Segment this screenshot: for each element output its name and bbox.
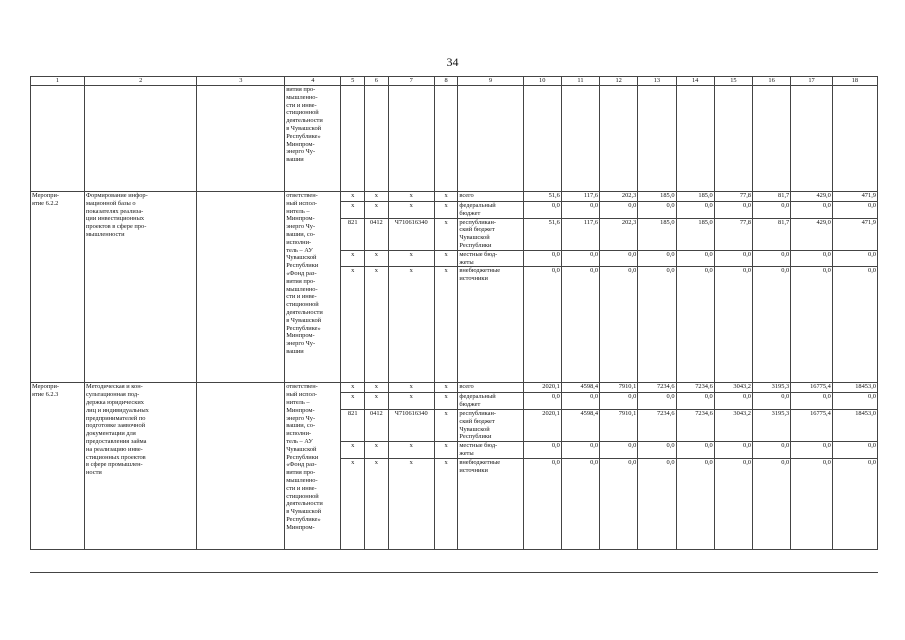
expense-type-cell: х bbox=[434, 409, 458, 441]
funding-source-cell: местные бюд- жеты bbox=[458, 442, 523, 459]
empty-cell bbox=[458, 86, 523, 192]
amount-cell: 2020,1 bbox=[523, 383, 561, 393]
funding-source-cell: республикан- ский бюджет Чувашской Республики bbox=[458, 409, 523, 441]
amount-cell: 0,0 bbox=[832, 442, 877, 459]
column-number: 11 bbox=[561, 77, 599, 86]
amount-cell: 7234,6 bbox=[638, 383, 676, 393]
empty-cell bbox=[676, 86, 714, 192]
amount-cell: 117,6 bbox=[561, 218, 599, 250]
amount-cell: 0,0 bbox=[676, 458, 714, 549]
amount-cell: 0,0 bbox=[714, 202, 752, 219]
amount-cell: 185,0 bbox=[638, 192, 676, 202]
expense-type-cell: х bbox=[434, 218, 458, 250]
executor-cell: ответствен- ный испол- нитель – Минпром- энерго Чу- вашии, со- исполни- тель – АУ Чувашской Республики «Фонд раз- вития про- мышленно- сти и инве- стиционной деятельности в Чувашской Республике» Минпром- энерго Чу- вашии bbox=[285, 192, 341, 383]
amount-cell: 0,0 bbox=[714, 458, 752, 549]
empty-cell bbox=[341, 86, 365, 192]
expense-type-cell: х bbox=[434, 393, 458, 410]
target-item-cell: х bbox=[388, 267, 434, 383]
grbs-code-cell: х bbox=[341, 192, 365, 202]
amount-cell: 0,0 bbox=[600, 458, 638, 549]
amount-cell: 0,0 bbox=[791, 267, 833, 383]
amount-cell: 471,9 bbox=[832, 192, 877, 202]
grbs-code-cell: х bbox=[341, 393, 365, 410]
empty-cell bbox=[753, 86, 791, 192]
section-code-cell: х bbox=[365, 383, 389, 393]
amount-cell: 0,0 bbox=[676, 393, 714, 410]
section-code-cell: х bbox=[365, 192, 389, 202]
amount-cell: 51,6 bbox=[523, 218, 561, 250]
continuation-row bbox=[31, 86, 878, 192]
expense-type-cell: х bbox=[434, 458, 458, 549]
amount-cell: 0,0 bbox=[638, 250, 676, 267]
amount-cell: 7234,6 bbox=[638, 409, 676, 441]
empty-cell bbox=[561, 86, 599, 192]
amount-cell: 51,6 bbox=[523, 192, 561, 202]
amount-cell: 0,0 bbox=[791, 442, 833, 459]
amount-cell: 0,0 bbox=[753, 202, 791, 219]
amount-cell: 0,0 bbox=[561, 250, 599, 267]
amount-cell: 0,0 bbox=[523, 458, 561, 549]
expense-type-cell: х bbox=[434, 442, 458, 459]
empty-cell bbox=[365, 86, 389, 192]
amount-cell: 0,0 bbox=[523, 393, 561, 410]
column-number: 1 bbox=[31, 77, 85, 86]
column-number: 6 bbox=[365, 77, 389, 86]
section-code-cell: х bbox=[365, 250, 389, 267]
amount-cell: 471,9 bbox=[832, 218, 877, 250]
amount-cell: 16775,4 bbox=[791, 383, 833, 393]
amount-cell: 429,0 bbox=[791, 192, 833, 202]
executor-cell: ответствен- ный испол- нитель – Минпром- энерго Чу- вашии, со- исполни- тель – АУ Чувашской Республики «Фонд раз- вития про- мышленно- сти и инве- стиционной деятельности в Чувашской Республике» Минпром- bbox=[285, 383, 341, 549]
target-item-cell: Ч710616340 bbox=[388, 218, 434, 250]
amount-cell: 0,0 bbox=[714, 442, 752, 459]
target-item-cell: х bbox=[388, 442, 434, 459]
funding-source-cell: внебюджетные источники bbox=[458, 458, 523, 549]
funding-source-cell: внебюджетные источники bbox=[458, 267, 523, 383]
amount-cell: 18453,0 bbox=[832, 409, 877, 441]
column-number: 10 bbox=[523, 77, 561, 86]
event-number-cell: Меропри- ятие 6.2.2 bbox=[31, 192, 85, 383]
amount-cell: 0,0 bbox=[791, 458, 833, 549]
amount-cell: 7910,1 bbox=[600, 409, 638, 441]
target-item-cell: Ч710616340 bbox=[388, 409, 434, 441]
amount-cell: 0,0 bbox=[561, 267, 599, 383]
amount-cell: 81,7 bbox=[753, 218, 791, 250]
amount-cell: 0,0 bbox=[638, 202, 676, 219]
section-code-cell: х bbox=[365, 458, 389, 549]
expense-type-cell: х bbox=[434, 383, 458, 393]
empty-cell bbox=[714, 86, 752, 192]
funding-source-cell: республикан- ский бюджет Чувашской Республики bbox=[458, 218, 523, 250]
amount-cell: 4598,4 bbox=[561, 409, 599, 441]
amount-cell: 0,0 bbox=[753, 250, 791, 267]
target-item-cell: х bbox=[388, 250, 434, 267]
empty-cell bbox=[31, 86, 85, 192]
participant-cell bbox=[197, 192, 285, 383]
column-number: 17 bbox=[791, 77, 833, 86]
amount-cell: 0,0 bbox=[832, 250, 877, 267]
column-number: 5 bbox=[341, 77, 365, 86]
executor-cell: вития про- мышленно- сти и инве- стиционной деятельности в Чувашской Республике» Минпром- энерго Чу- вашии bbox=[285, 86, 341, 192]
grbs-code-cell: х bbox=[341, 202, 365, 219]
target-item-cell: х bbox=[388, 383, 434, 393]
amount-cell: 0,0 bbox=[600, 250, 638, 267]
column-number: 2 bbox=[84, 77, 196, 86]
amount-cell: 0,0 bbox=[791, 202, 833, 219]
funding-source-cell: федеральный бюджет bbox=[458, 393, 523, 410]
grbs-code-cell: х bbox=[341, 458, 365, 549]
amount-cell: 0,0 bbox=[600, 267, 638, 383]
empty-cell bbox=[84, 86, 196, 192]
amount-cell: 117,6 bbox=[561, 192, 599, 202]
target-item-cell: х bbox=[388, 192, 434, 202]
table-row bbox=[31, 383, 878, 393]
empty-cell bbox=[388, 86, 434, 192]
amount-cell: 0,0 bbox=[791, 393, 833, 410]
column-number: 12 bbox=[600, 77, 638, 86]
amount-cell: 2020,1 bbox=[523, 409, 561, 441]
amount-cell: 0,0 bbox=[523, 202, 561, 219]
empty-cell bbox=[523, 86, 561, 192]
expense-type-cell: х bbox=[434, 250, 458, 267]
amount-cell: 0,0 bbox=[832, 393, 877, 410]
amount-cell: 0,0 bbox=[753, 267, 791, 383]
grbs-code-cell: х bbox=[341, 383, 365, 393]
event-name-cell: Формирование инфор- мационной базы о показателях реализа- ции инвестиционных проектов в сфере про- мышленности bbox=[84, 192, 196, 383]
amount-cell: 0,0 bbox=[832, 267, 877, 383]
table-body bbox=[31, 77, 878, 550]
amount-cell: 77,8 bbox=[714, 192, 752, 202]
column-number: 18 bbox=[832, 77, 877, 86]
column-number: 9 bbox=[458, 77, 523, 86]
expense-type-cell: х bbox=[434, 267, 458, 383]
amount-cell: 0,0 bbox=[523, 267, 561, 383]
amount-cell: 3195,3 bbox=[753, 409, 791, 441]
amount-cell: 0,0 bbox=[714, 393, 752, 410]
amount-cell: 0,0 bbox=[753, 458, 791, 549]
section-code-cell: 0412 bbox=[365, 409, 389, 441]
target-item-cell: х bbox=[388, 393, 434, 410]
amount-cell: 185,0 bbox=[676, 218, 714, 250]
funding-source-cell: всего bbox=[458, 383, 523, 393]
amount-cell: 0,0 bbox=[638, 442, 676, 459]
amount-cell: 0,0 bbox=[791, 250, 833, 267]
event-name-cell: Методическая и кон- сультационная под- держка юридических лиц и индивидуальных предпринимателей по подготовке заявочной документации для предоставления займа на реализацию инве- стиционных проектов в сфере промышлен- ности bbox=[84, 383, 196, 549]
amount-cell: 0,0 bbox=[638, 267, 676, 383]
column-number: 14 bbox=[676, 77, 714, 86]
amount-cell: 0,0 bbox=[753, 393, 791, 410]
empty-cell bbox=[638, 86, 676, 192]
amount-cell: 7234,6 bbox=[676, 409, 714, 441]
empty-cell bbox=[197, 86, 285, 192]
section-code-cell: х bbox=[365, 393, 389, 410]
column-number: 4 bbox=[285, 77, 341, 86]
amount-cell: 4598,4 bbox=[561, 383, 599, 393]
funding-source-cell: федеральный бюджет bbox=[458, 202, 523, 219]
amount-cell: 202,3 bbox=[600, 192, 638, 202]
amount-cell: 0,0 bbox=[600, 442, 638, 459]
column-number: 7 bbox=[388, 77, 434, 86]
participant-cell bbox=[197, 383, 285, 549]
amount-cell: 3043,2 bbox=[714, 383, 752, 393]
grbs-code-cell: х bbox=[341, 267, 365, 383]
program-table bbox=[30, 76, 878, 550]
amount-cell: 0,0 bbox=[638, 458, 676, 549]
amount-cell: 0,0 bbox=[676, 202, 714, 219]
column-number: 13 bbox=[638, 77, 676, 86]
table-row bbox=[31, 192, 878, 202]
column-number: 16 bbox=[753, 77, 791, 86]
event-number-cell: Меропри- ятие 6.2.3 bbox=[31, 383, 85, 549]
target-item-cell: х bbox=[388, 458, 434, 549]
target-item-cell: х bbox=[388, 202, 434, 219]
amount-cell: 0,0 bbox=[638, 393, 676, 410]
column-number: 3 bbox=[197, 77, 285, 86]
section-code-cell: х bbox=[365, 442, 389, 459]
grbs-code-cell: х bbox=[341, 442, 365, 459]
amount-cell: 0,0 bbox=[561, 442, 599, 459]
amount-cell: 3043,2 bbox=[714, 409, 752, 441]
amount-cell: 16775,4 bbox=[791, 409, 833, 441]
amount-cell: 185,0 bbox=[676, 192, 714, 202]
column-number: 8 bbox=[434, 77, 458, 86]
amount-cell: 81,7 bbox=[753, 192, 791, 202]
amount-cell: 202,3 bbox=[600, 218, 638, 250]
empty-cell bbox=[791, 86, 833, 192]
empty-cell bbox=[832, 86, 877, 192]
amount-cell: 77,8 bbox=[714, 218, 752, 250]
amount-cell: 0,0 bbox=[561, 202, 599, 219]
amount-cell: 429,0 bbox=[791, 218, 833, 250]
amount-cell: 0,0 bbox=[523, 442, 561, 459]
amount-cell: 0,0 bbox=[561, 393, 599, 410]
table-bottom-rule bbox=[30, 572, 878, 573]
column-number: 15 bbox=[714, 77, 752, 86]
amount-cell: 0,0 bbox=[832, 202, 877, 219]
section-code-cell: 0412 bbox=[365, 218, 389, 250]
grbs-code-cell: х bbox=[341, 250, 365, 267]
grbs-code-cell: 821 bbox=[341, 218, 365, 250]
expense-type-cell: х bbox=[434, 192, 458, 202]
funding-source-cell: всего bbox=[458, 192, 523, 202]
amount-cell: 0,0 bbox=[600, 393, 638, 410]
empty-cell bbox=[600, 86, 638, 192]
amount-cell: 0,0 bbox=[523, 250, 561, 267]
amount-cell: 185,0 bbox=[638, 218, 676, 250]
expense-type-cell: х bbox=[434, 202, 458, 219]
amount-cell: 0,0 bbox=[832, 458, 877, 549]
amount-cell: 0,0 bbox=[753, 442, 791, 459]
column-number-row bbox=[31, 77, 878, 86]
section-code-cell: х bbox=[365, 202, 389, 219]
amount-cell: 0,0 bbox=[561, 458, 599, 549]
amount-cell: 7234,6 bbox=[676, 383, 714, 393]
grbs-code-cell: 821 bbox=[341, 409, 365, 441]
page-number: 34 bbox=[446, 55, 459, 69]
amount-cell: 0,0 bbox=[676, 250, 714, 267]
funding-source-cell: местные бюд- жеты bbox=[458, 250, 523, 267]
section-code-cell: х bbox=[365, 267, 389, 383]
amount-cell: 3195,3 bbox=[753, 383, 791, 393]
amount-cell: 0,0 bbox=[714, 267, 752, 383]
amount-cell: 0,0 bbox=[714, 250, 752, 267]
amount-cell: 7910,1 bbox=[600, 383, 638, 393]
amount-cell: 0,0 bbox=[676, 442, 714, 459]
amount-cell: 18453,0 bbox=[832, 383, 877, 393]
amount-cell: 0,0 bbox=[600, 202, 638, 219]
amount-cell: 0,0 bbox=[676, 267, 714, 383]
empty-cell bbox=[434, 86, 458, 192]
